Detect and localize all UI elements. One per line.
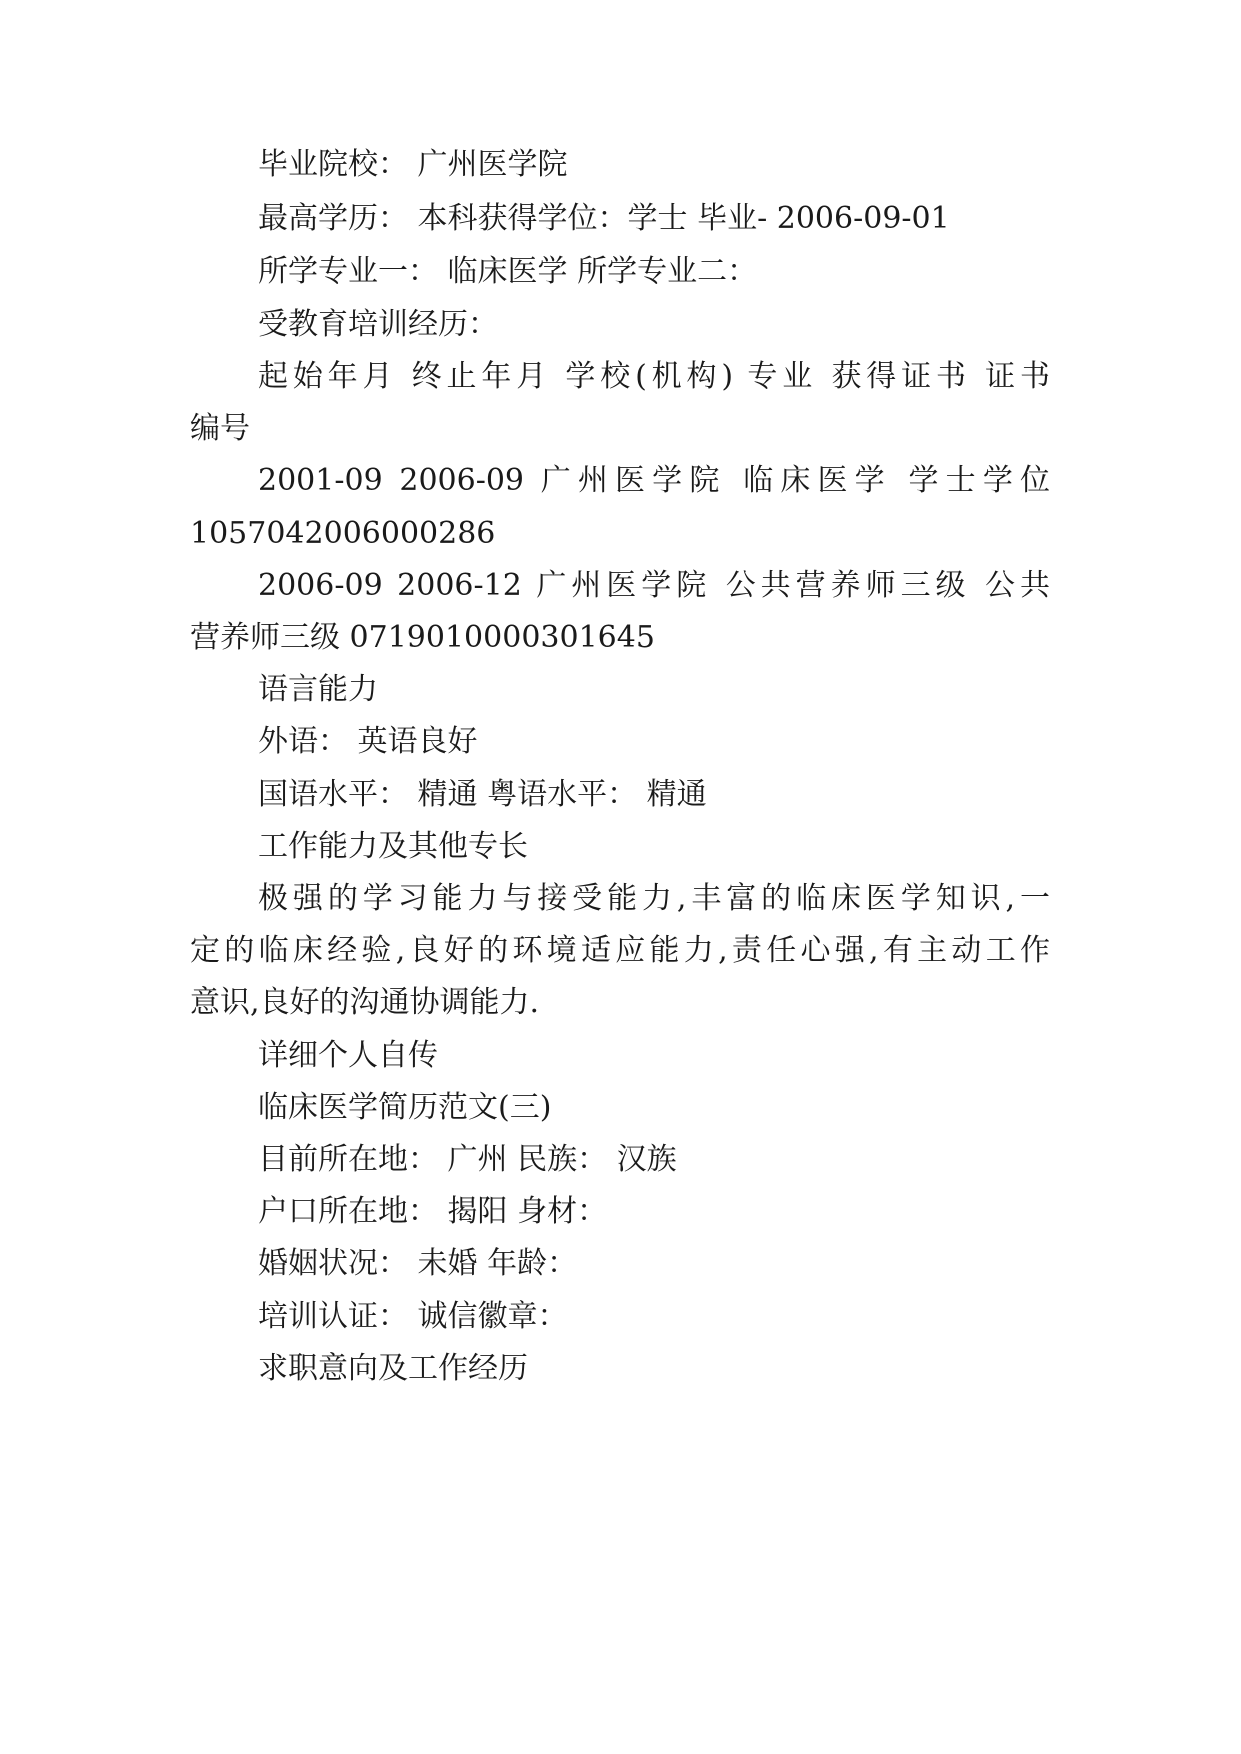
skills-paragraph-line-1: 极强的学习能力与接受能力,丰富的临床医学知识,一	[258, 881, 1050, 916]
education-row-2-cont: 营养师三级 0719010000301645	[190, 620, 655, 655]
education-history-heading: 受教育培训经历：	[258, 307, 498, 342]
education-table-header: 起始年月 终止年月 学校(机构) 专业 获得证书 证书	[258, 359, 1050, 394]
graduated-school-line: 毕业院校： 广州医学院	[258, 147, 568, 182]
skills-heading: 工作能力及其他专长	[258, 829, 528, 864]
major-line: 所学专业一： 临床医学 所学专业二：	[258, 254, 758, 289]
mandarin-cantonese-line: 国语水平： 精通 粤语水平： 精通	[258, 777, 707, 812]
education-table-header-cont: 编号	[190, 411, 250, 446]
education-row-1-cont: 1057042006000286	[190, 516, 496, 551]
training-certification-line: 培训认证： 诚信徽章：	[258, 1299, 568, 1334]
education-row-1: 2001-09 2006-09 广州医学院 临床医学 学士学位	[258, 463, 1050, 498]
marital-status-line: 婚姻状况： 未婚 年龄：	[258, 1246, 578, 1281]
autobiography-heading: 详细个人自传	[258, 1038, 438, 1073]
language-ability-heading: 语言能力	[258, 672, 378, 707]
highest-education-line: 最高学历： 本科获得学位：学士 毕业- 2006-09-01	[258, 201, 950, 236]
household-registration-line: 户口所在地： 揭阳 身材：	[258, 1194, 608, 1229]
resume-sample-title: 临床医学简历范文(三)	[258, 1090, 552, 1125]
skills-paragraph-line-2: 定的临床经验,良好的环境适应能力,责任心强,有主动工作	[190, 933, 1050, 968]
foreign-language-line: 外语： 英语良好	[258, 724, 478, 759]
current-location-line: 目前所在地： 广州 民族： 汉族	[258, 1142, 677, 1177]
skills-paragraph-line-3: 意识,良好的沟通协调能力.	[190, 985, 540, 1020]
education-row-2: 2006-09 2006-12 广州医学院 公共营养师三级 公共	[258, 568, 1050, 603]
job-intention-heading: 求职意向及工作经历	[258, 1351, 528, 1386]
